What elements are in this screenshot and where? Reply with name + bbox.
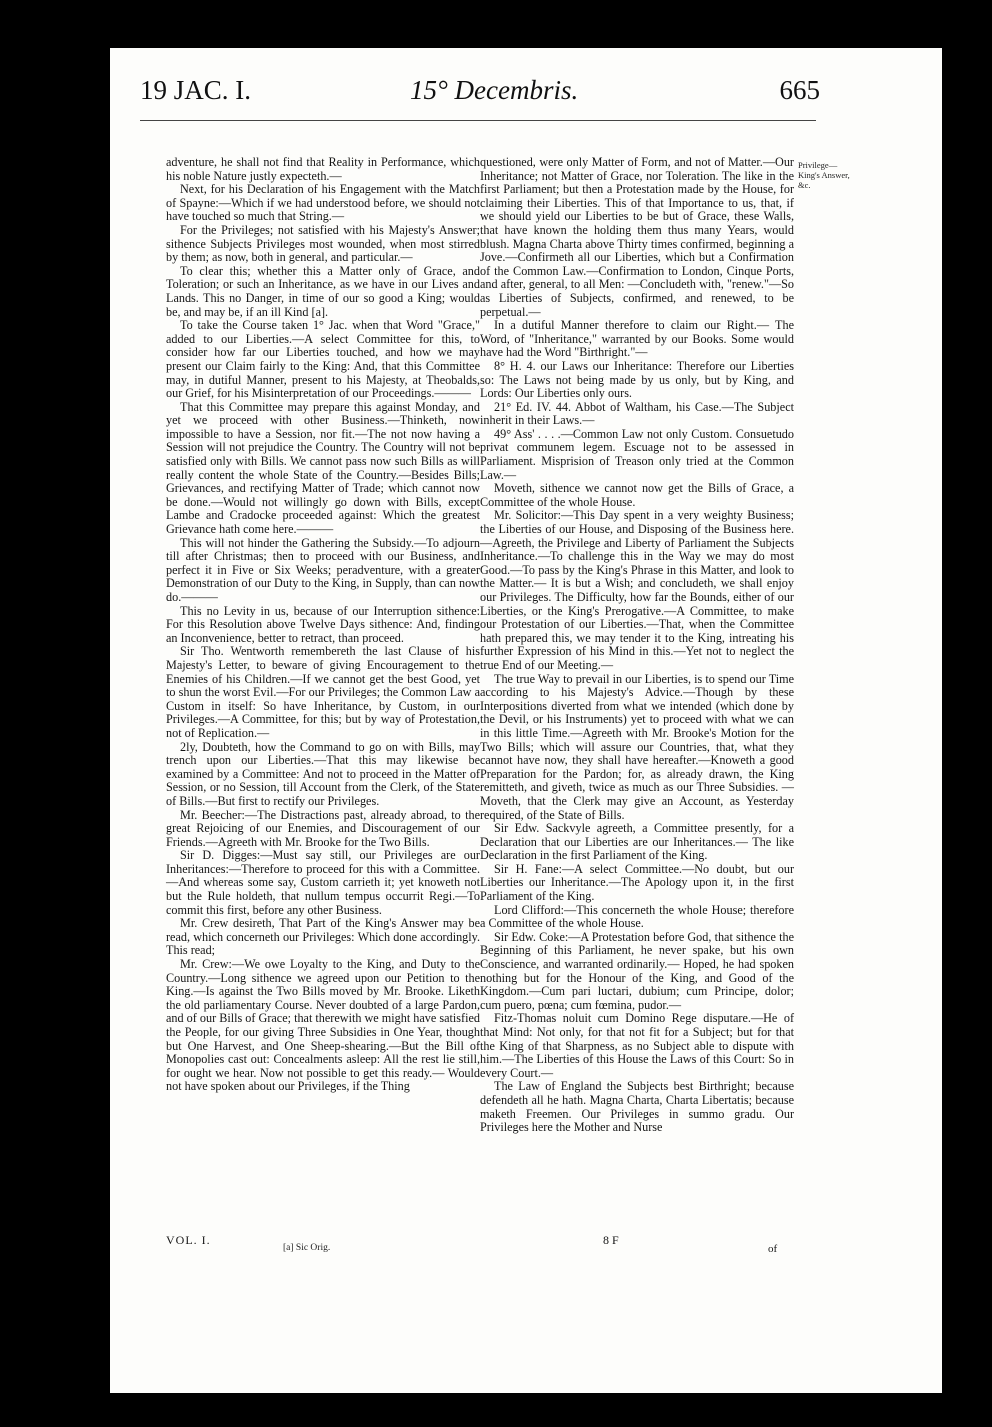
paragraph: Lord Clifford:—This concerneth the whole House; therefore a Committee of the whole House. [480,902,794,931]
catchword: of [768,1243,778,1255]
running-head-date: 15° Decembris. [410,75,579,105]
text-column-left [166,156,480,1094]
paragraph: The true Way to prevail in our Liberties, is to spend our Time according to his Majesty's Advice.—Though by these Interpositions diverted from what we intended (which done by the Devil, or his Instruments) yet to proceed with what we can in this little Time.—Agreeth with Mr. Brooke's Motion for the Two Bills; which will assure our Countries, that, what they cannot have now, they shall have hereafter.—Knoweth a good Preparation for the Pardon; for, as already drawn, the King remitteth, and giveth, twice as much as our Three Subsidies. —Moveth, that the Clerk may give an Account, as Yesterday required, of the State of Bills. [480,671,794,822]
paragraph: Sir Edw. Coke:—A Protestation before God, that sithence the Beginning of this Parliament, he never spake, but his own Conscience, and warranted ordinarily.— Hoped, he had spoken nothing but for the Honour of the King, and Good of the Kingdom.—Cum pari luctari, dubium; cum Principe, dolor; cum puero, pœna; cum fœmina, pudor.— [480,929,794,1012]
text-column-right [480,156,794,1135]
paragraph: For the Privileges; not satisfied with his Majesty's Answer; sithence Subjects Privileges most wounded, when most stirred by them; as now, both in general, and particular.— [166,222,480,265]
running-head-regnal-year: 19 JAC. I. [140,75,252,105]
paragraph: Sir Edw. Sackvyle agreeth, a Committee presently, for a Declaration that our Liberties are our Inheritances.— The like Declaration in the first Parliament of the King. [480,821,794,863]
paragraph: 21° Ed. IV. 44. Abbot of Waltham, his Case.—The Subject inherit in their Laws.— [480,399,794,428]
paragraph: 8° H. 4. our Laws our Inheritance: Therefore our Liberties so: The Laws not being made by us only, but by King, and Lords: Our Liberties only ours. [480,358,794,401]
paragraph: That this Committee may prepare this against Monday, and yet we proceed with other Business.—Thinketh, now impossible to have a Session, nor fit.—The not now having a Session will not prejudice the Country. The Country will not be satisfied only with Bills. We cannot pass now such Bills as will really content the whole State of the Country.—Besides Bills; Grievances, and rectifying Matter of Trade; which cannot now be done.—Would not willingly go down with Bills, except Lambe and Cradocke proceeded against: Which the greatest Grievance hath come here.——— [166,399,480,537]
paragraph: adventure, he shall not find that Reality in Performance, which his noble Nature justly expecteth.— [166,155,480,183]
paragraph: Moveth, sithence we cannot now get the Bills of Grace, a Committee of the whole House. [480,481,794,509]
paragraph: Mr. Crew:—We owe Loyalty to the King, and Duty to the Country.—Long sithence we agreed upon our Petition to the King.—Is against the Two Bills moved by Mr. Brooke. Liketh the old parliamentary Course. Never doubted of a large Pardon, and of our Bills of Grace; that therewith we might have satisfied the People, for our giving Three Subsidies in One Year, though but One Harvest, and One Sheep-shearing.—But the Bill of Monopolies cast out: Concealments asleep: All the rest lie still, for ought we hear. Now not possible to get this ready.— Would not have spoken about our Privileges, if the Thing [166,957,480,1094]
paragraph: 2ly, Doubteth, how the Command to go on with Bills, may trench upon our Liberties.—That this may likewise be examined by a Committee: And not to proceed in the Matter of Session, or no Session, till Account from the Clerk, of the State of Bills.—But first to rectify our Privileges. [166,739,480,808]
paragraph: Fitz-Thomas noluit cum Domino Rege disputare.—He of that Mind: Not only, for that not fit for a Subject; but for that the King of that Sharpness, as no Subject able to dispute with him.—The Liberties of this House the Laws of this Court: So in every Court.— [480,1011,794,1080]
paragraph: To take the Course taken 1° Jac. when that Word "Grace," added to our Liberties.—A select Committee for this, to consider how far our Liberties touched, and how we may present our Claim fairly to the King: And, that this Committee may, in dutiful Manner, present to his Majesty, at Theobalds, our Grief, for his Misinterpretation of our Proceedings.——— [166,318,480,401]
paragraph: 49° Ass' . . . .—Common Law not only Custom. Consuetudo privat communem legem. Escuage not to be assessed in Parliament. Misprision of Treason only tried at the Common Law.— [480,426,794,482]
paragraph: Next, for his Declaration of his Engagement with the Match of Spayne:—Which if we had understood before, we should not have touched so much that String.— [166,182,480,224]
paragraph: This will not hinder the Gathering the Subsidy.—To adjourn till after Christmas; then to proceed with our Business, and perfect it in Five or Six Weeks; peradventure, with a greater Demonstration of our Duty to the King, in Supply, than can now do.——— [166,535,480,604]
paragraph: This no Levity in us, because of our Interruption sithence: For this Resolution above Twelve Days sithence: And, finding an Inconvenience, better to retract, than proceed. [166,603,480,645]
page-header [140,75,820,115]
signature-mark: 8 F [603,1233,619,1247]
margin-note: Privilege— King's Answer, &c. [798,160,850,190]
paragraph: The Law of England the Subjects best Birthright; because defendeth all he hath. Magna Charta, Charta Libertatis; because maketh Freemen. Our Privileges in summo gradu. Our Privileges here the Mother and Nurse [480,1079,794,1135]
paragraph: To clear this; whether this a Matter only of Grace, and Toleration; or such an Inheritance, as we have in our Lives and Lands. This no Danger, in time of our so good a King; would be, and may be, if an ill Kind [a]. [166,263,480,319]
paragraph: In a dutiful Manner therefore to claim our Right.— The Word, of "Inheritance," warranted by our Books. Some would have had the Word "Birthright."— [480,318,794,360]
volume-mark: VOL. I. [166,1233,211,1247]
page-number: 665 [779,75,820,105]
paragraph: Mr. Solicitor:—This Day spent in a very weighty Business; the Liberties of our House, and Disposing of the Business here.—Agreeth, the Privilege and Liberty of Parliament the Subjects Inheritance.—To challenge this in the Way we may do most Good.—To pass by the King's Phrase in this Matter, and look to the Matter.— It is but a Wish; and concludeth, we shall enjoy our Privileges. The Difficulty, how far the Bounds, either of our Liberties, or the King's Prerogative.—A Committee, to make our Protestation of our Liberties.—That, when the Committee hath prepared this, we may tender it to the King, intreating his further Expression of his Mind in this.—Yet not to neglect the true End of our Meeting.— [480,508,794,672]
paragraph: Sir H. Fane:—A select Committee.—No doubt, but our Liberties our Inheritance.—The Apology upon it, in the first Parliament of the King. [480,861,794,904]
paragraph: Sir Tho. Wentworth remembereth the last Clause of his Majesty's Letter, to beware of giving Encouragement to the Enemies of his Children.—If we cannot get the best Good, yet to shun the worst Evil.—For our Privileges; the Common Law a Custom in itself: So have Inheritance, by Custom, in our Privileges.—A Committee, for this; but by way of Protestation, not of Replication.— [166,644,480,740]
paragraph: Mr. Crew desireth, That Part of the King's Answer may be read, which concerneth our Privileges: Which done accordingly. This read; [166,916,480,958]
header-rule [140,120,816,121]
footnote: [a] Sic Orig. [283,1243,331,1253]
paragraph: Sir D. Digges:—Must say still, our Privileges are our Inheritances:—Therefore to proceed for this with a Committee.—And whereas some say, Custom carrieth it; yet knoweth not but the Rule holdeth, that nullum tempus occurrit Regi.—To commit this first, before any other Business. [166,848,480,917]
paragraph: Mr. Beecher:—The Distractions past, already abroad, to the great Rejoicing of our Enemies, and Discouragement of our Friends.—Agreeth with Mr. Brooke for the Two Bills. [166,807,480,849]
paragraph: questioned, were only Matter of Form, and not of Matter.—Our Inheritance; not Matter of Grace, nor Toleration. The like in the first Parliament; but then a Protestation made by the House, for claiming their Liberties. This of that Importance to us, that, if we should yield our Liberties to be but of Grace, these Walls, that have known the holding them thus many Years, would blush. Magna Charta above Thirty times confirmed, beginning a Jove.—Confirmeth all our Liberties, which but a Confirmation of the Common Law.—Confirmation to London, Cinque Ports, and after, general, to all Men: —Concludeth with, "renew."—So as Liberties of Subjects, confirmed, and renewed, to be perpetual.— [480,155,794,319]
